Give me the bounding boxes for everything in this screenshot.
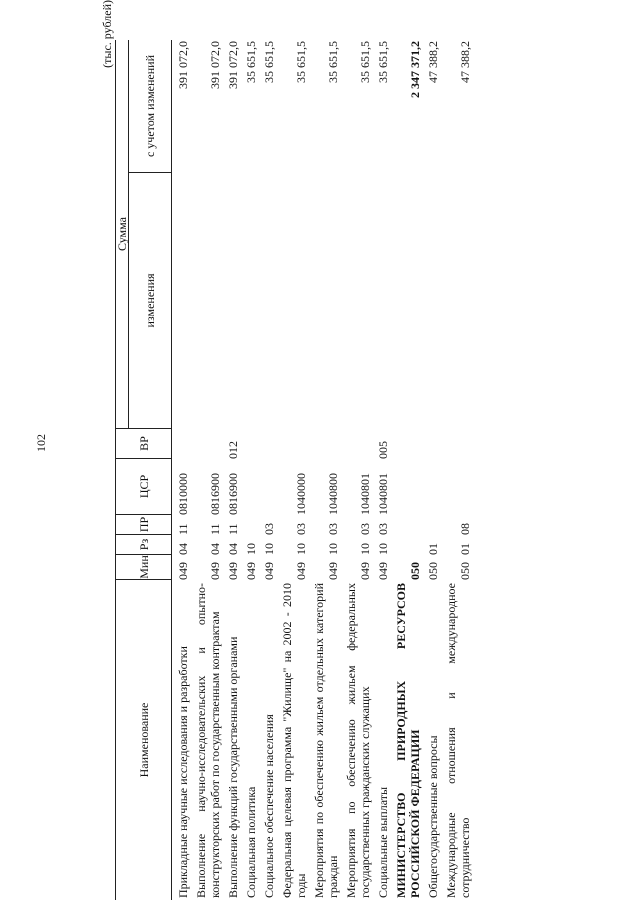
- cell-vr: 012: [226, 441, 240, 459]
- cell-name: Мероприятия по обеспечению жильем отдельных категорий граждан: [312, 583, 340, 898]
- table-row: [176, 40, 190, 900]
- cell-pr: 03: [358, 523, 372, 535]
- cell-min: 050: [458, 562, 472, 580]
- cell-csr: 0816900: [208, 473, 222, 515]
- cell-csr: 1040801: [376, 473, 390, 515]
- cell-csr: 0816900: [226, 473, 240, 515]
- table-row: [376, 40, 390, 900]
- cell-total: 47 388,2: [458, 41, 472, 83]
- cell-name: МИНИСТЕРСТВО ПРИРОДНЫХ РЕСУРСОВ РОССИЙСКОЙ ФЕДЕРАЦИИ: [394, 583, 422, 898]
- page-number: 102: [34, 434, 48, 452]
- cell-rz: 01: [426, 543, 440, 555]
- cell-total: 35 651,5: [376, 41, 390, 83]
- table-row: [426, 40, 440, 900]
- cell-total: 391 072,0: [176, 41, 190, 89]
- cell-total: 47 388,2: [426, 41, 440, 83]
- cell-rz: 04: [208, 543, 222, 555]
- cell-name: Международные отношения и международное сотрудничество: [444, 583, 472, 898]
- table-body: [176, 40, 476, 900]
- cell-min: 049: [176, 562, 190, 580]
- header-name: Наименование: [136, 702, 151, 778]
- cell-min: 049: [208, 562, 222, 580]
- header-pr: ПР: [116, 515, 171, 535]
- table-header: [115, 40, 172, 900]
- cell-csr: 1040000: [294, 473, 308, 515]
- cell-name: Социальная политика: [244, 786, 258, 898]
- cell-min: 050: [426, 562, 440, 580]
- cell-rz: 10: [244, 543, 258, 555]
- cell-min: 049: [326, 562, 340, 580]
- table-row: [444, 40, 472, 900]
- cell-pr: 03: [294, 523, 308, 535]
- table-row: [262, 40, 276, 900]
- cell-total: 35 651,5: [244, 41, 258, 83]
- cell-min: 049: [262, 562, 276, 580]
- header-changes: изменения: [129, 173, 171, 429]
- cell-csr: 1040800: [326, 473, 340, 515]
- header-vr: ВР: [116, 429, 171, 459]
- cell-name: Социальные выплаты: [376, 786, 390, 898]
- cell-min: 049: [358, 562, 372, 580]
- table-row: [280, 40, 308, 900]
- cell-rz: 10: [294, 543, 308, 555]
- table-row: [344, 40, 372, 900]
- cell-min: 049: [376, 562, 390, 580]
- cell-rz: 01: [458, 543, 472, 555]
- cell-rz: 04: [176, 543, 190, 555]
- cell-rz: 04: [226, 543, 240, 555]
- header-csr: ЦСР: [116, 459, 171, 515]
- cell-rz: 10: [326, 543, 340, 555]
- cell-total: 35 651,5: [262, 41, 276, 83]
- header-sum: Сумма: [116, 40, 129, 429]
- budget-table: [100, 0, 640, 900]
- table-row: [226, 40, 240, 900]
- cell-rz: 10: [376, 543, 390, 555]
- unit-note: (тыс. рублей): [100, 0, 114, 68]
- cell-pr: 03: [376, 523, 390, 535]
- cell-pr: 11: [176, 523, 190, 535]
- cell-total: 391 072,0: [226, 41, 240, 89]
- cell-total: 35 651,5: [326, 41, 340, 83]
- cell-csr: 1040801: [358, 473, 372, 515]
- cell-name: Федеральная целевая программа "Жилище" на 2002 - 2010 годы: [280, 583, 308, 898]
- table-row: [312, 40, 340, 900]
- cell-rz: 10: [358, 543, 372, 555]
- cell-total: 391 072,0: [208, 41, 222, 89]
- cell-min: 049: [244, 562, 258, 580]
- cell-name: Мероприятия по обеспечению жильем федеральных государственных гражданских служащих: [344, 583, 372, 898]
- cell-pr: 11: [226, 523, 240, 535]
- header-min: Мин: [116, 555, 171, 580]
- table-row: [244, 40, 258, 900]
- cell-min: 050: [408, 562, 422, 580]
- cell-csr: 0810000: [176, 473, 190, 515]
- cell-total: 35 651,5: [358, 41, 372, 83]
- cell-total: 35 651,5: [294, 41, 308, 83]
- table-row: [194, 40, 222, 900]
- cell-name: Выполнение научно-исследовательских и опытно-конструкторских работ по государственным контрактам: [194, 583, 222, 898]
- cell-name: Выполнение функций государственными органами: [226, 636, 240, 898]
- cell-rz: 10: [262, 543, 276, 555]
- cell-pr: 11: [208, 523, 222, 535]
- cell-pr: 08: [458, 523, 472, 535]
- cell-name: Общегосударственные вопросы: [426, 735, 440, 898]
- cell-vr: 005: [376, 441, 390, 459]
- cell-pr: 03: [326, 523, 340, 535]
- cell-min: 049: [226, 562, 240, 580]
- header-with-changes: с учетом изменений: [129, 40, 171, 173]
- cell-name: Прикладные научные исследования и разработки: [176, 646, 190, 898]
- cell-pr: 03: [262, 523, 276, 535]
- table-row: [394, 40, 422, 900]
- cell-name: Социальное обеспечение населения: [262, 714, 276, 898]
- cell-total: 2 347 371,2: [408, 41, 422, 98]
- cell-min: 049: [294, 562, 308, 580]
- header-rz: Рз: [116, 535, 171, 555]
